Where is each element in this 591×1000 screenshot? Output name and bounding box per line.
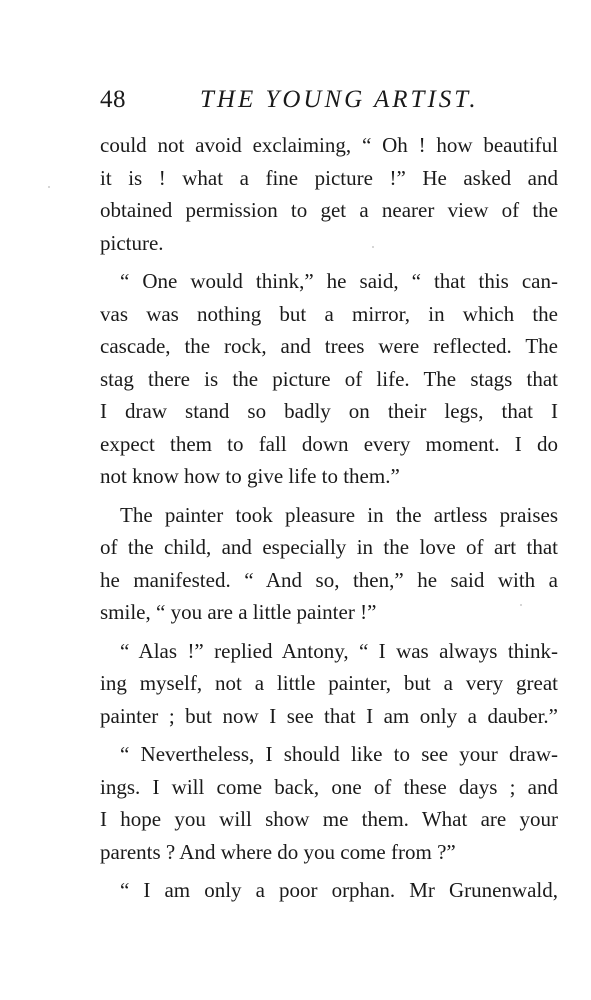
text-line: “ Nevertheless, I should like to see your draw- xyxy=(120,742,558,766)
text-line: picture. xyxy=(100,230,164,255)
page-number: 48 xyxy=(100,86,126,113)
body-text xyxy=(100,129,558,907)
paper-speck xyxy=(372,246,374,248)
paragraph xyxy=(100,129,558,259)
text-line: stag there is the picture of life. The stags that xyxy=(100,366,558,391)
paper-speck xyxy=(48,186,50,188)
text-line: ing myself, not a little painter, but a very great xyxy=(100,671,558,695)
text-line: obtained permission to get a nearer view of the xyxy=(100,198,558,222)
text-line: smile, “ you are a little painter !” xyxy=(100,600,377,624)
text-line: he manifested. “ And so, then,” he said with a xyxy=(100,567,558,592)
text-line: of the child, and especially in the love of art that xyxy=(100,535,558,559)
text-line: not know how to give life to them.” xyxy=(100,464,400,488)
text-line: could not avoid exclaiming, “ Oh ! how beautiful xyxy=(100,133,558,157)
paragraph xyxy=(100,635,558,733)
paragraph xyxy=(100,265,558,493)
text-line: “ I am only a poor orphan. Mr Grunenwald, xyxy=(120,878,558,902)
running-title: THE YOUNG ARTIST. xyxy=(200,86,479,113)
text-line: expect them to fall down every moment. I do xyxy=(100,431,558,456)
text-line: vas was nothing but a mirror, in which the xyxy=(100,301,558,326)
paragraph xyxy=(100,738,558,868)
paragraph xyxy=(100,499,558,629)
page-header xyxy=(100,82,560,118)
text-line: “ One would think,” he said, “ that this can- xyxy=(120,269,558,293)
text-line: painter ; but now I see that I am only a dauber.” xyxy=(100,703,558,728)
text-line: The painter took pleasure in the artless praises xyxy=(120,502,558,527)
text-line: parents ? And where do you come from ?” xyxy=(100,839,456,864)
text-line: I hope you will show me them. What are your xyxy=(100,807,558,831)
text-line: ings. I will come back, one of these days ; and xyxy=(100,774,558,799)
text-line: it is ! what a fine picture !” He asked and xyxy=(100,165,558,190)
paper-speck xyxy=(520,604,522,606)
text-line: “ Alas !” replied Antony, “ I was always think- xyxy=(120,638,558,663)
paragraph xyxy=(100,874,558,907)
text-line: cascade, the rock, and trees were reflected. The xyxy=(100,334,558,358)
text-line: I draw stand so badly on their legs, that I xyxy=(100,399,558,423)
